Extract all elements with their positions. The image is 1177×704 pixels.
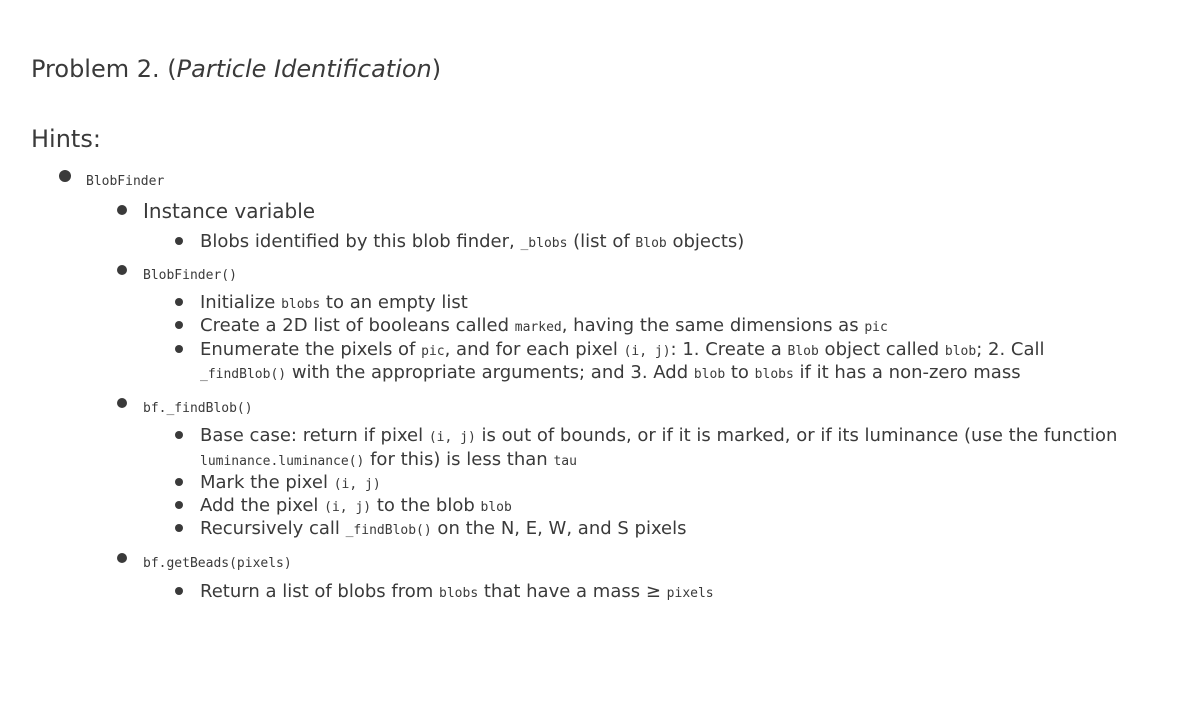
bullet-icon xyxy=(175,478,183,486)
bullet-icon xyxy=(175,345,183,353)
bullet-icon xyxy=(117,205,127,215)
list-item-blobs-variable: Blobs identified by this blob finder, _blobs (list of Blob objects) xyxy=(200,231,745,252)
bullet-icon xyxy=(175,298,183,306)
bullet-icon xyxy=(175,321,183,329)
bullet-icon xyxy=(175,501,183,509)
list-item-instance-variable: Instance variable xyxy=(143,199,316,223)
list-item-base-case-continued: luminance.luminance() for this) is less than tau xyxy=(200,449,577,470)
list-item-mark-pixel: Mark the pixel (i, j) xyxy=(200,472,381,493)
list-item-base-case: Base case: return if pixel (i, j) is out of bounds, or if it is marked, or if its luminance (use the function xyxy=(200,425,1118,446)
bullet-icon xyxy=(59,170,71,182)
list-item-recurse: Recursively call _findBlob() on the N, E, W, and S pixels xyxy=(200,518,687,539)
bullet-icon xyxy=(175,431,183,439)
bullet-icon xyxy=(117,553,127,563)
bullet-icon xyxy=(117,265,127,275)
bullet-icon xyxy=(175,587,183,595)
list-item-enumerate-continued: _findBlob() with the appropriate arguments; and 3. Add blob to blobs if it has a non-zero mass xyxy=(200,362,1021,383)
list-item-marked: Create a 2D list of booleans called marked, having the same dimensions as pic xyxy=(200,315,888,336)
list-item-initialize: Initialize blobs to an empty list xyxy=(200,292,468,313)
hints-heading: Hints: xyxy=(31,125,101,153)
page-title: Problem 2. (Particle Identification) xyxy=(31,55,442,83)
list-item-blobfinder: BlobFinder xyxy=(86,174,165,189)
bullet-icon xyxy=(175,524,183,532)
bullet-icon xyxy=(117,398,127,408)
list-item-add-pixel: Add the pixel (i, j) to the blob blob xyxy=(200,495,512,516)
list-item-return-blobs: Return a list of blobs from blobs that have a mass ≥ pixels xyxy=(200,581,714,602)
list-item-get-beads: bf.getBeads(pixels) xyxy=(143,556,292,571)
list-item-constructor: BlobFinder() xyxy=(143,268,237,283)
bullet-icon xyxy=(175,237,183,245)
list-item-find-blob: bf._findBlob() xyxy=(143,401,253,416)
list-item-enumerate: Enumerate the pixels of pic, and for each pixel (i, j): 1. Create a Blob object called blob; 2. Call xyxy=(200,339,1045,360)
